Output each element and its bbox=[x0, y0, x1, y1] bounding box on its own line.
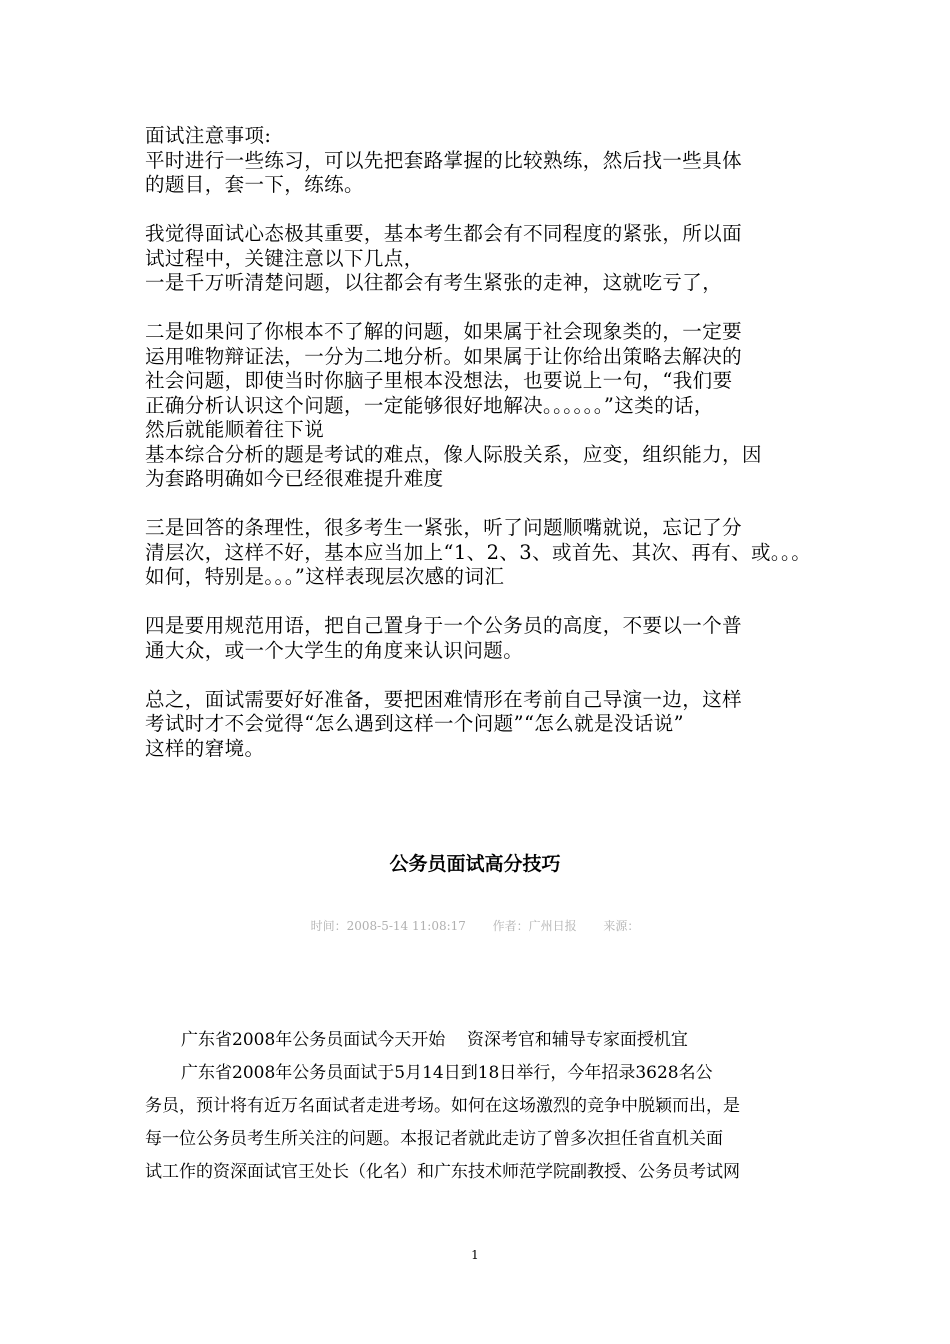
paragraph-gap bbox=[145, 590, 825, 615]
article-body bbox=[145, 1024, 815, 1189]
paragraph-gap bbox=[145, 198, 825, 223]
notes-line: 基本综合分析的题是考试的难点，像人际股关系，应变，组织能力，因 bbox=[145, 442, 762, 466]
notes-line: 这样的窘境。 bbox=[145, 736, 265, 760]
body-line: 试工作的资深面试官王处长（化名）和广东技术师范学院副教授、公务员考试网 bbox=[145, 1162, 740, 1182]
notes-line: 通大众，或一个大学生的角度来认识问题。 bbox=[145, 638, 524, 662]
notes-line: 清层次，这样不好，基本应当加上“1、2、3、或首先、其次、再有、或。。。 bbox=[145, 540, 812, 564]
article-source: 来源： bbox=[603, 919, 640, 933]
notes-line: 如何，特别是。。。”这样表现层次感的词汇 bbox=[145, 565, 505, 588]
notes-line: 二是如果问了你根本不了解的问题，如果属于社会现象类的，一定要 bbox=[145, 320, 743, 343]
notes-line: 三是回答的条理性，很多考生一紧张，听了问题顺嘴就说，忘记了分 bbox=[145, 516, 743, 539]
notes-line: 为套路明确如今已经很难提升难度 bbox=[145, 467, 444, 490]
notes-line: 试过程中，关键注意以下几点， bbox=[145, 246, 424, 270]
notes-line: 总之，面试需要好好准备，要把困难情形在考前自己导演一边，这样 bbox=[145, 687, 743, 711]
notes-line: 的题目，套一下，练练。 bbox=[145, 173, 364, 196]
body-line: 广东省2008年公务员面试今天开始 资深考官和辅导专家面授机宜 bbox=[181, 1030, 688, 1050]
article-title: 公务员面试高分技巧 bbox=[389, 853, 561, 875]
paragraph-gap bbox=[145, 492, 825, 517]
notes-line: 社会问题，即使当时你脑子里根本没想法，也要说上一句，“我们要 bbox=[145, 369, 733, 392]
article-time: 时间：2008-5-14 11:08:17 bbox=[310, 919, 466, 933]
notes-line: 我觉得面试心态极其重要，基本考生都会有不同程度的紧张，所以面 bbox=[145, 222, 743, 245]
notes-line: 四是要用规范用语，把自己置身于一个公务员的高度，不要以一个普 bbox=[145, 614, 743, 637]
interview-notes-section bbox=[145, 124, 825, 761]
body-line: 每一位公务员考生所关注的问题。本报记者就此走访了曾多次担任省直机关面 bbox=[145, 1129, 723, 1149]
paragraph-gap bbox=[145, 296, 825, 321]
article-meta bbox=[0, 918, 950, 934]
notes-line: 平时进行一些练习，可以先把套路掌握的比较熟练，然后找一些具体 bbox=[145, 148, 743, 172]
page-number: 1 bbox=[471, 1248, 479, 1262]
notes-line: 然后就能顺着往下说 bbox=[145, 418, 325, 441]
paragraph-gap bbox=[145, 663, 825, 688]
notes-heading: 面试注意事项: bbox=[145, 124, 272, 147]
notes-line: 正确分析认识这个问题，一定能够很好地解决。。。。。。”这类的话， bbox=[145, 393, 714, 417]
article-author: 作者：广州日报 bbox=[492, 919, 577, 933]
body-line: 广东省2008年公务员面试于5月14日到18日举行，今年招录3628名公 bbox=[181, 1063, 713, 1083]
body-line: 务员，预计将有近万名面试者走进考场。如何在这场激烈的竞争中脱颖而出，是 bbox=[145, 1096, 740, 1116]
notes-line: 运用唯物辩证法，一分为二地分析。如果属于让你给出策略去解决的 bbox=[145, 344, 743, 368]
notes-line: 考试时才不会觉得“怎么遇到这样一个问题”“怎么就是没话说” bbox=[145, 712, 684, 735]
notes-line: 一是千万听清楚问题，以往都会有考生紧张的走神，这就吃亏了， bbox=[145, 271, 723, 294]
